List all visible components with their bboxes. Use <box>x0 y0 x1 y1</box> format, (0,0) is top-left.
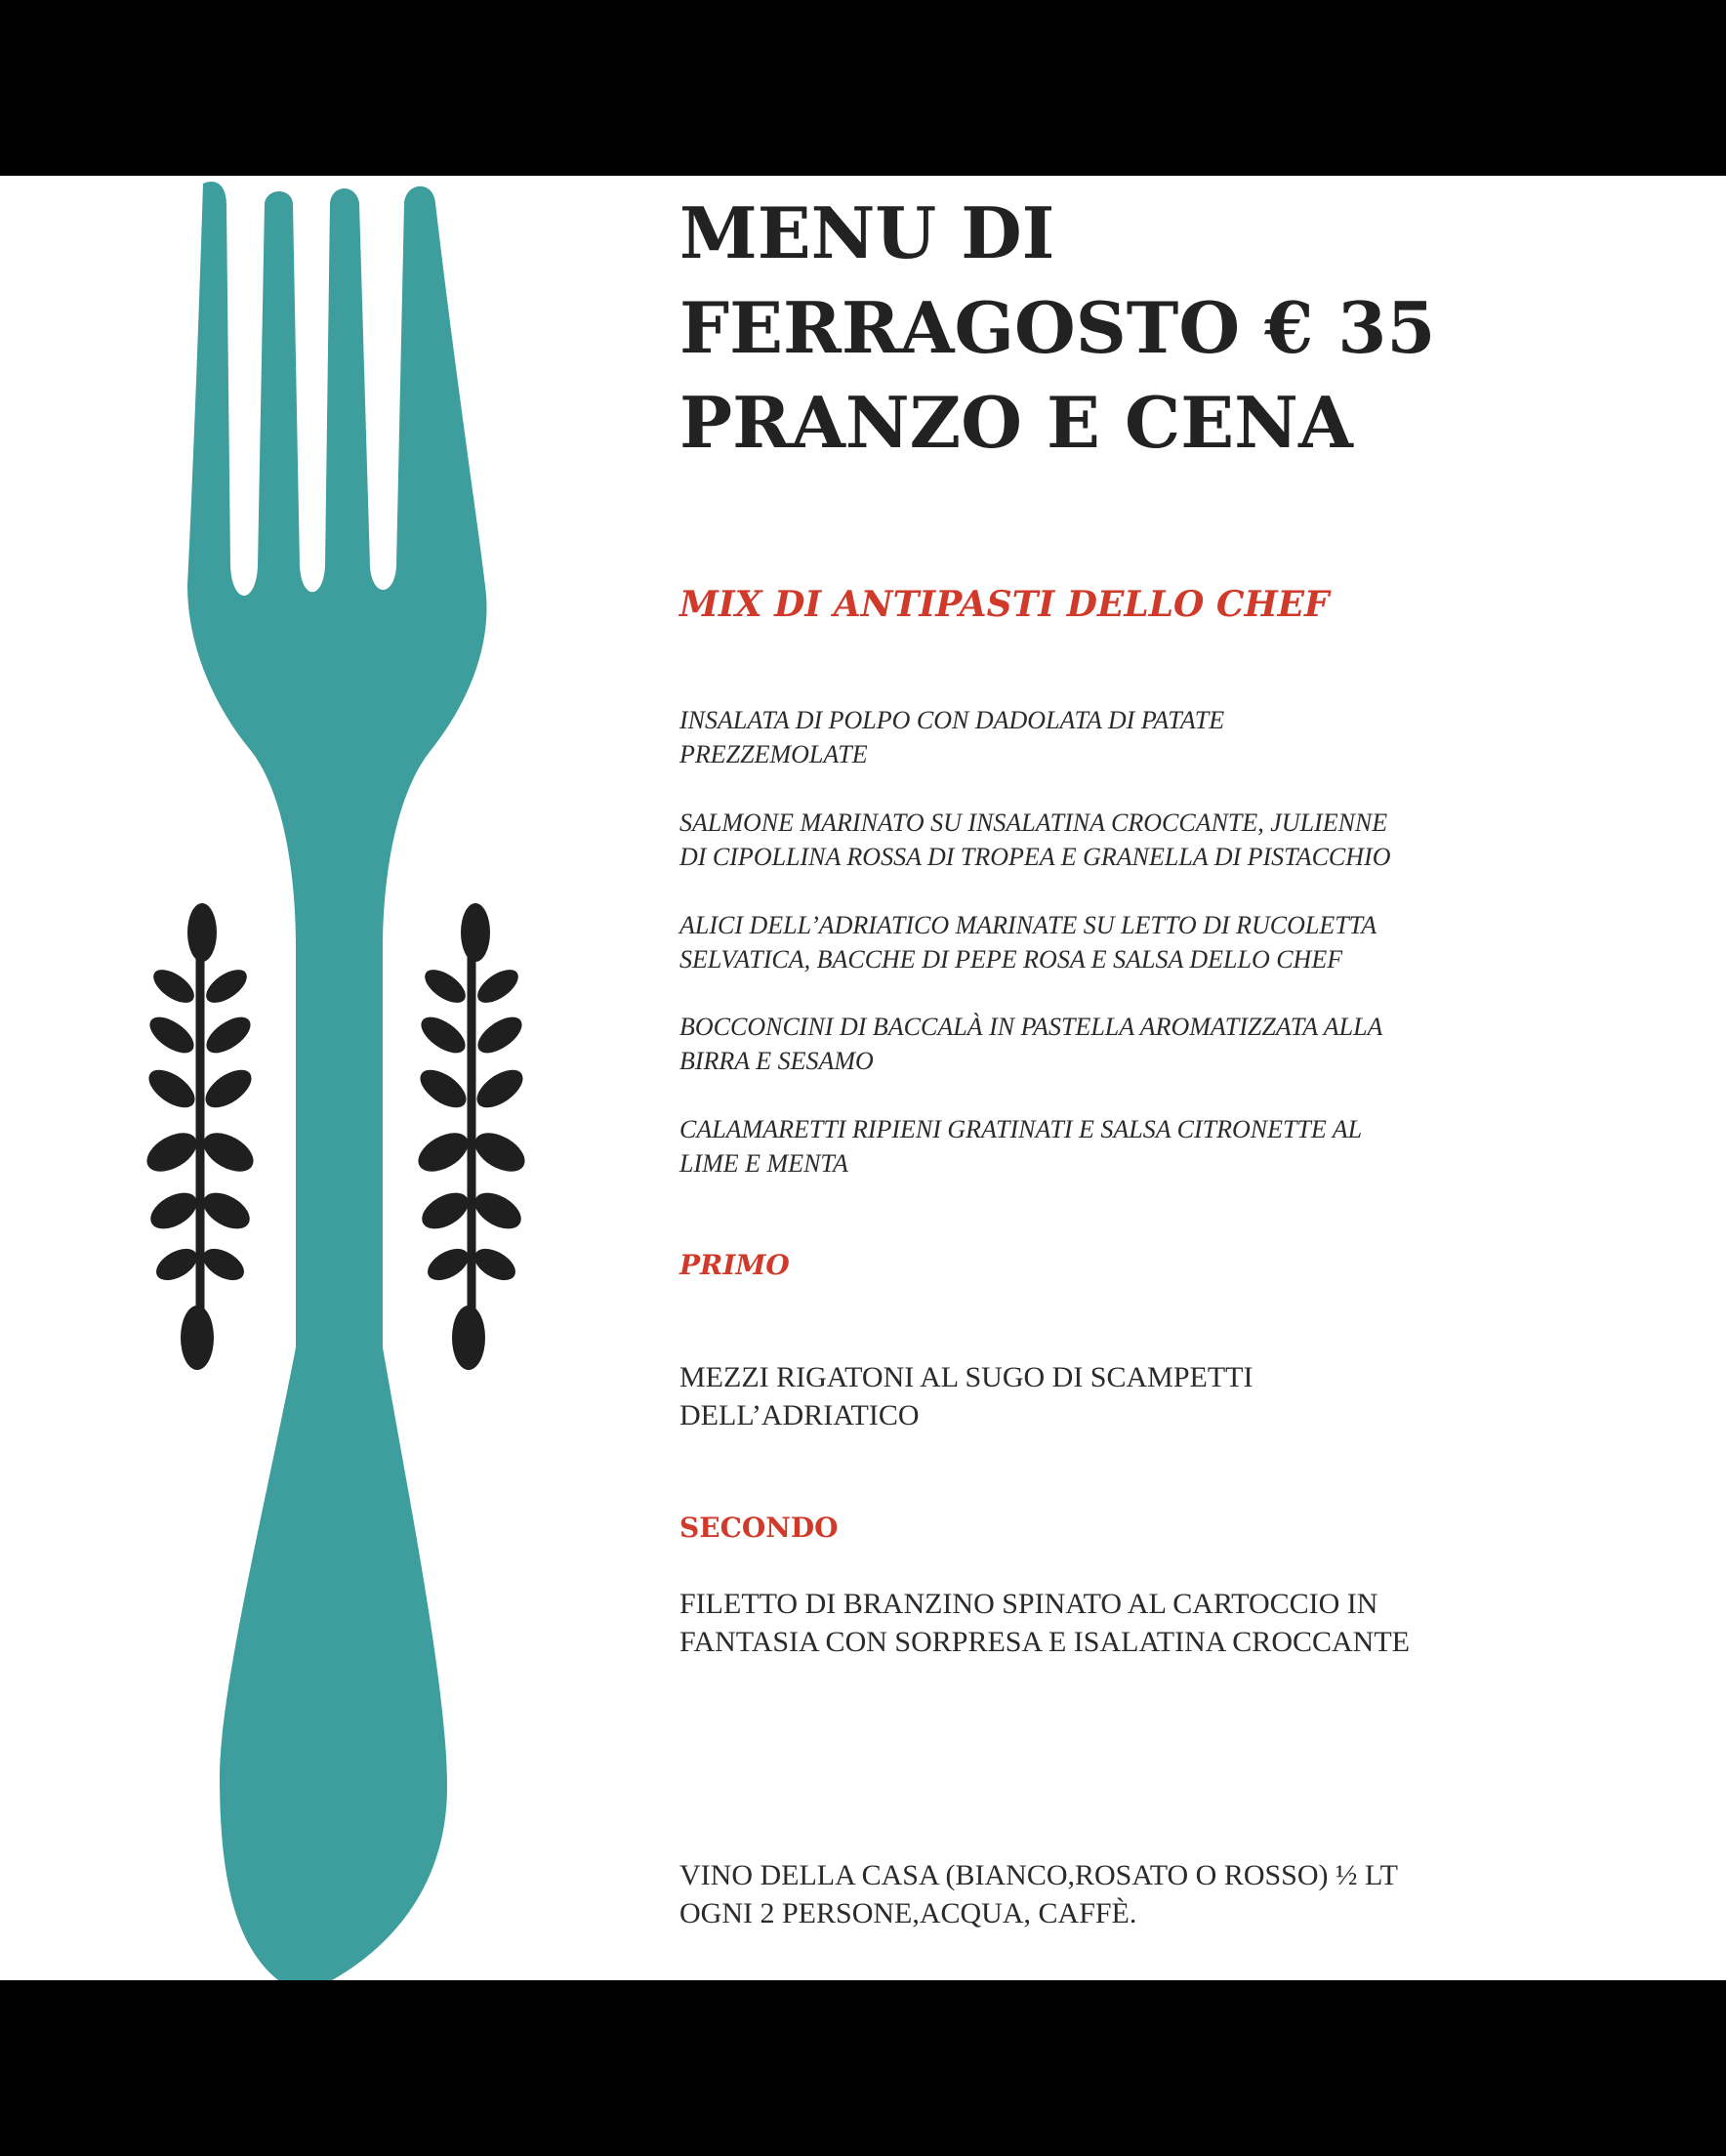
dish-line: PREZZEMOLATE <box>679 740 868 768</box>
dish-line: FANTASIA CON SORPRESA E ISALATINA CROCCANTE <box>679 1626 1410 1658</box>
dish-item <box>679 908 1377 976</box>
extras-line: VINO DELLA CASA (BIANCO,ROSATO O ROSSO) ½ LT <box>679 1859 1398 1891</box>
sprig-icon-right <box>412 903 531 1370</box>
dish-line: DELL’ADRIATICO <box>679 1399 920 1431</box>
secondo-dish <box>679 1585 1410 1661</box>
menu-title <box>679 186 1665 470</box>
dish-item <box>679 1112 1362 1181</box>
extras-line: OGNI 2 PERSONE,ACQUA, CAFFÈ. <box>679 1897 1137 1929</box>
bottom-letterbox-bar <box>0 1980 1726 2156</box>
dish-line: CALAMARETTI RIPIENI GRATINATI E SALSA CITRONETTE AL <box>679 1115 1363 1143</box>
sprig-icon-left <box>141 903 260 1370</box>
dish-item <box>679 1010 1382 1078</box>
dish-item <box>679 703 1224 771</box>
primo-heading: PRIMO <box>679 1249 790 1281</box>
dish-line: ALICI DELL’ADRIATICO MARINATE SU LETTO DI RUCOLETTA <box>679 911 1377 939</box>
title-line: PRANZO E CENA <box>679 381 1353 464</box>
fork-illustration <box>0 176 547 1980</box>
dish-line: MEZZI RIGATONI AL SUGO DI SCAMPETTI <box>679 1361 1253 1393</box>
dish-line: FILETTO DI BRANZINO SPINATO AL CARTOCCIO IN <box>679 1588 1378 1620</box>
dish-line: BOCCONCINI DI BACCALÀ IN PASTELLA AROMATIZZATA ALLA <box>679 1013 1383 1041</box>
secondo-heading: SECONDO <box>679 1512 839 1544</box>
dish-line: DI CIPOLLINA ROSSA DI TROPEA E GRANELLA DI PISTACCHIO <box>679 843 1391 871</box>
dish-line: LIME E MENTA <box>679 1149 848 1178</box>
top-letterbox-bar <box>0 0 1726 176</box>
extras-note <box>679 1856 1398 1932</box>
dish-line: SALMONE MARINATO SU INSALATINA CROCCANTE, JULIENNE <box>679 808 1388 837</box>
title-line: MENU DI <box>679 191 1055 274</box>
dish-item <box>679 806 1390 874</box>
title-line: FERRAGOSTO € 35 <box>679 286 1436 369</box>
dish-line: BIRRA E SESAMO <box>679 1047 874 1075</box>
dish-line: SELVATICA, BACCHE DI PEPE ROSA E SALSA DELLO CHEF <box>679 945 1343 974</box>
primo-dish <box>679 1358 1253 1434</box>
antipasti-heading: MIX DI ANTIPASTI DELLO CHEF <box>679 584 1330 625</box>
dish-line: INSALATA DI POLPO CON DADOLATA DI PATATE <box>679 706 1225 734</box>
